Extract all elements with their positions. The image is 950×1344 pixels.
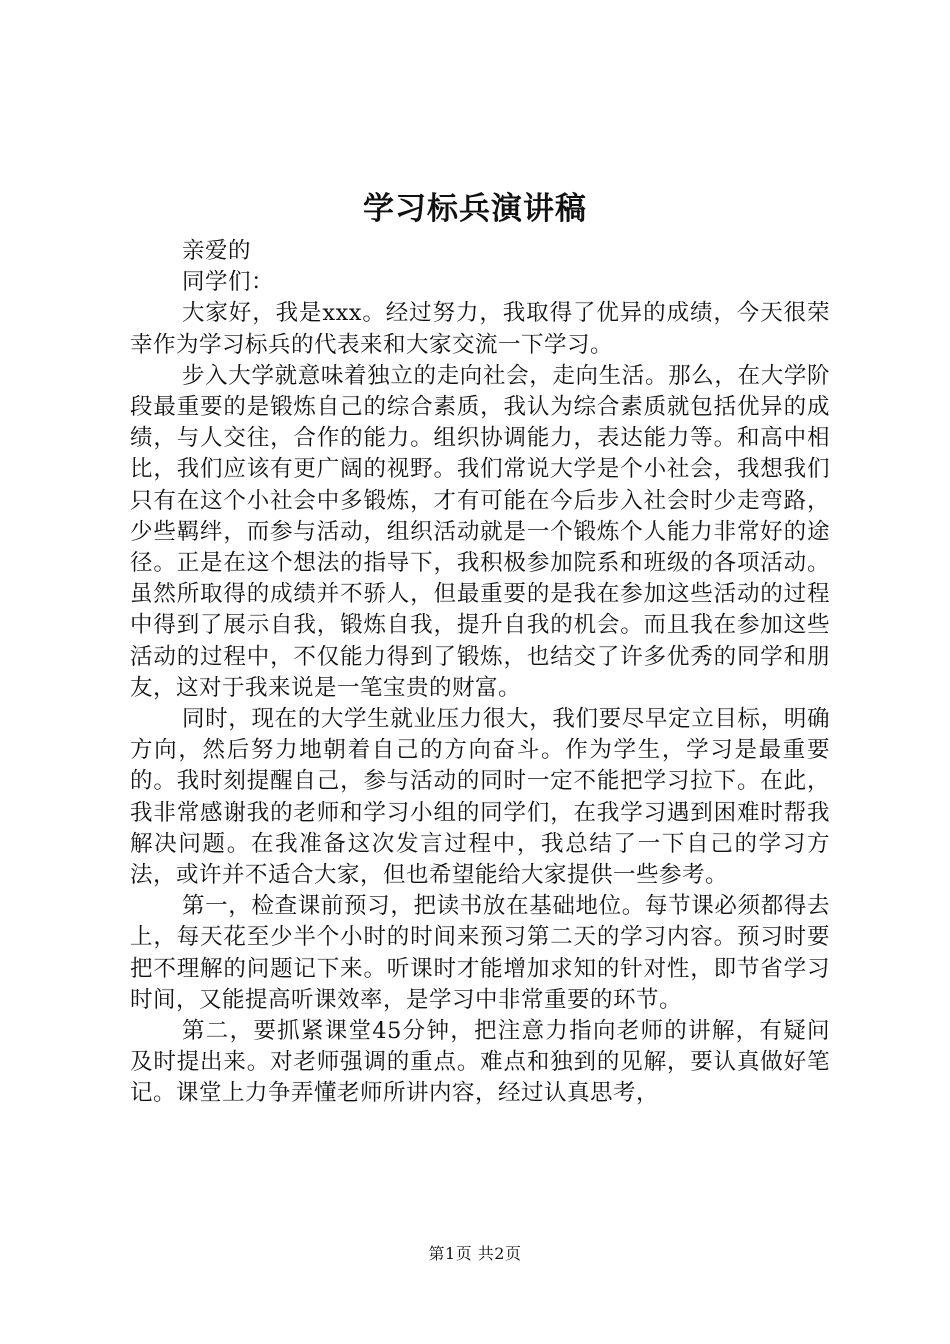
paragraph-method-preview: 第一，检查课前预习，把读书放在基础地位。每节课必须都得去上，每天花至少半个小时的时间来预习第二天的学习内容。预习时要把不理解的问题记下来。听课时才能增加求知的针对性，即节省学习时间，又能提高听课效率，是学习中非常重要的环节。 xyxy=(130,893,830,1013)
salutation-line-2: 同学们： xyxy=(182,269,275,296)
page-title: 学习标兵演讲稿 xyxy=(363,191,587,227)
paragraph-study-goals: 同时，现在的大学生就业压力很大，我们要尽早定立目标，明确方向，然后努力地朝着自己的方向奋斗。作为学生，学习是最重要的。我时刻提醒自己，参与活动的同时一定不能把学习拉下。在此，我非常感谢我的老师和学习小组的同学们，在我学习遇到困难时帮我解决问题。在我准备这次发言过程中，我总结了一下自己的学习方法，或许并不适合大家，但也希望能给大家提供一些参考。 xyxy=(130,706,830,889)
salutation-line-1: 亲爱的 xyxy=(182,238,252,264)
document-body xyxy=(130,236,830,1110)
paragraph-method-classroom: 第二，要抓紧课堂45分钟，把注意力指向老师的讲解，有疑问及时提出来。对老师强调的重点。难点和独到的见解，要认真做好笔记。课堂上力争弄懂老师所讲内容，经过认真思考， xyxy=(130,1018,830,1107)
page-footer: 第1页 共2页 xyxy=(428,1244,522,1263)
paragraph-university-life: 步入大学就意味着独立的走向社会，走向生活。那么，在大学阶段最重要的是锻炼自己的综合素质，我认为综合素质就包括优异的成绩，与人交往，合作的能力。组织协调能力，表达能力等。和高中相比，我们应该有更广阔的视野。我们常说大学是个小社会，我想我们只有在这个小社会中多锻炼，才有可能在今后步入社会时少走弯路，少些羁绊，而参与活动，组织活动就是一个锻炼个人能力非常好的途径。正是在这个想法的指导下，我积极参加院系和班级的各项活动。虽然所取得的成绩并不骄人，但最重要的是我在参加这些活动的过程中得到了展示自我，锻炼自我，提升自我的机会。而且我在参加这些活动的过程中，不仅能力得到了锻炼，也结交了许多优秀的同学和朋友，这对于我来说是一笔宝贵的财富。 xyxy=(130,362,830,701)
paragraph-greeting: 大家好，我是xxx。经过努力，我取得了优异的成绩，今天很荣幸作为学习标兵的代表来和大家交流一下学习。 xyxy=(130,300,830,358)
